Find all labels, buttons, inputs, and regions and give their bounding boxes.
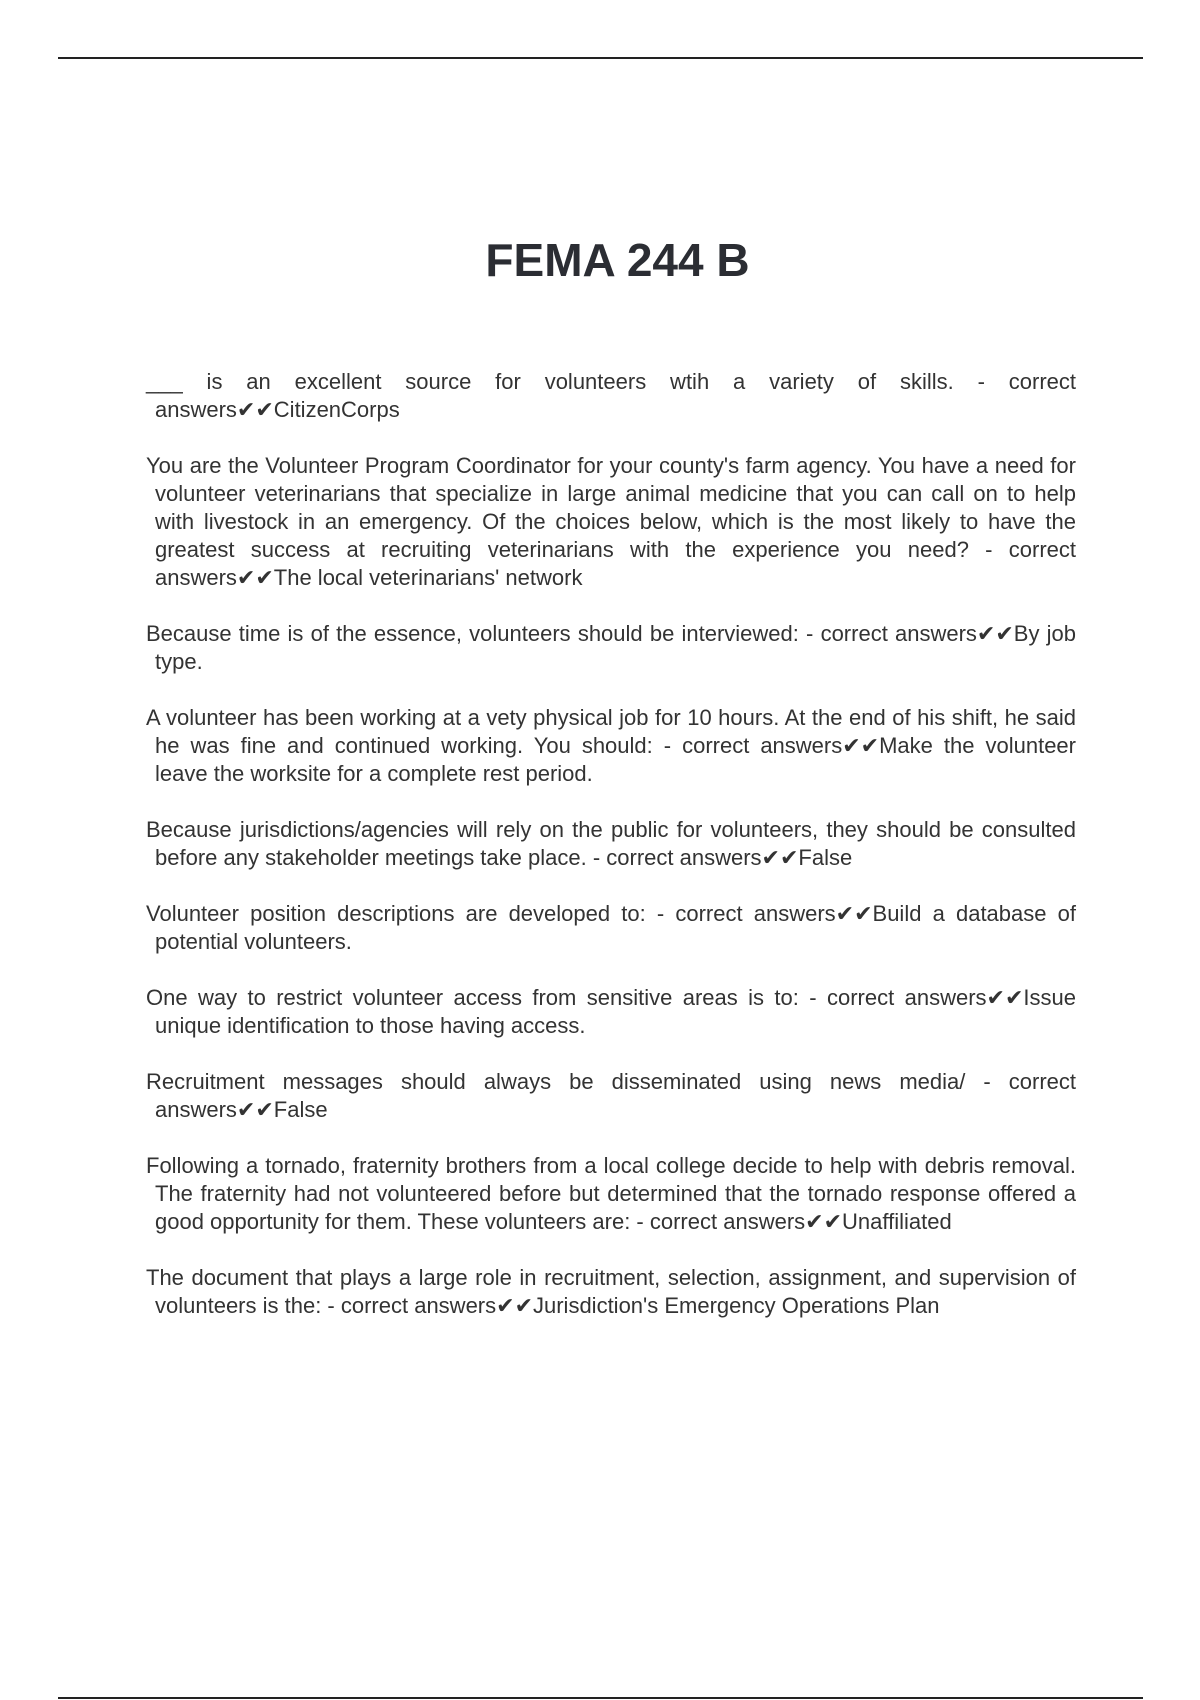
qa-item: Because time is of the essence, volunteers should be interviewed: - correct answers✔✔By job type.: [146, 621, 1076, 674]
qa-item: Volunteer position descriptions are developed to: - correct answers✔✔Build a database of potential volunteers.: [146, 901, 1076, 954]
page-title: FEMA 244 B: [485, 234, 750, 286]
qa-item: Recruitment messages should always be disseminated using news media/ - correct answers✔✔False: [146, 1069, 1076, 1122]
qa-item: A volunteer has been working at a vety physical job for 10 hours. At the end of his shift, he said he was fine and continued working. You should: - correct answers✔✔Make the volunteer leave the worksite for a complete rest period.: [146, 705, 1076, 786]
qa-item: ___ is an excellent source for volunteers wtih a variety of skills. - correct answers✔✔CitizenCorps: [146, 369, 1076, 422]
bottom-divider: [58, 1697, 1143, 1699]
qa-item: Following a tornado, fraternity brothers from a local college decide to help with debris removal. The fraternity had not volunteered before but determined that the tornado response offered a good opportunity for them. These volunteers are: - correct answers✔✔Unaffiliated: [146, 1153, 1076, 1234]
qa-list: [146, 368, 1076, 1348]
qa-item: One way to restrict volunteer access from sensitive areas is to: - correct answers✔✔Issue unique identification to those having access.: [146, 985, 1076, 1038]
qa-item: Because jurisdictions/agencies will rely on the public for volunteers, they should be consulted before any stakeholder meetings take place. - correct answers✔✔False: [146, 817, 1076, 870]
qa-item: You are the Volunteer Program Coordinator for your county's farm agency. You have a need for volunteer veterinarians that specialize in large animal medicine that you can call on to help with livestock in an emergency. Of the choices below, which is the most likely to have the greatest success at recruiting veterinarians with the experience you need? - correct answers✔✔The local veterinarians' network: [146, 453, 1076, 590]
top-divider: [58, 57, 1143, 59]
qa-item: The document that plays a large role in recruitment, selection, assignment, and supervision of volunteers is the: - correct answers✔✔Jurisdiction's Emergency Operations Plan: [146, 1265, 1076, 1318]
